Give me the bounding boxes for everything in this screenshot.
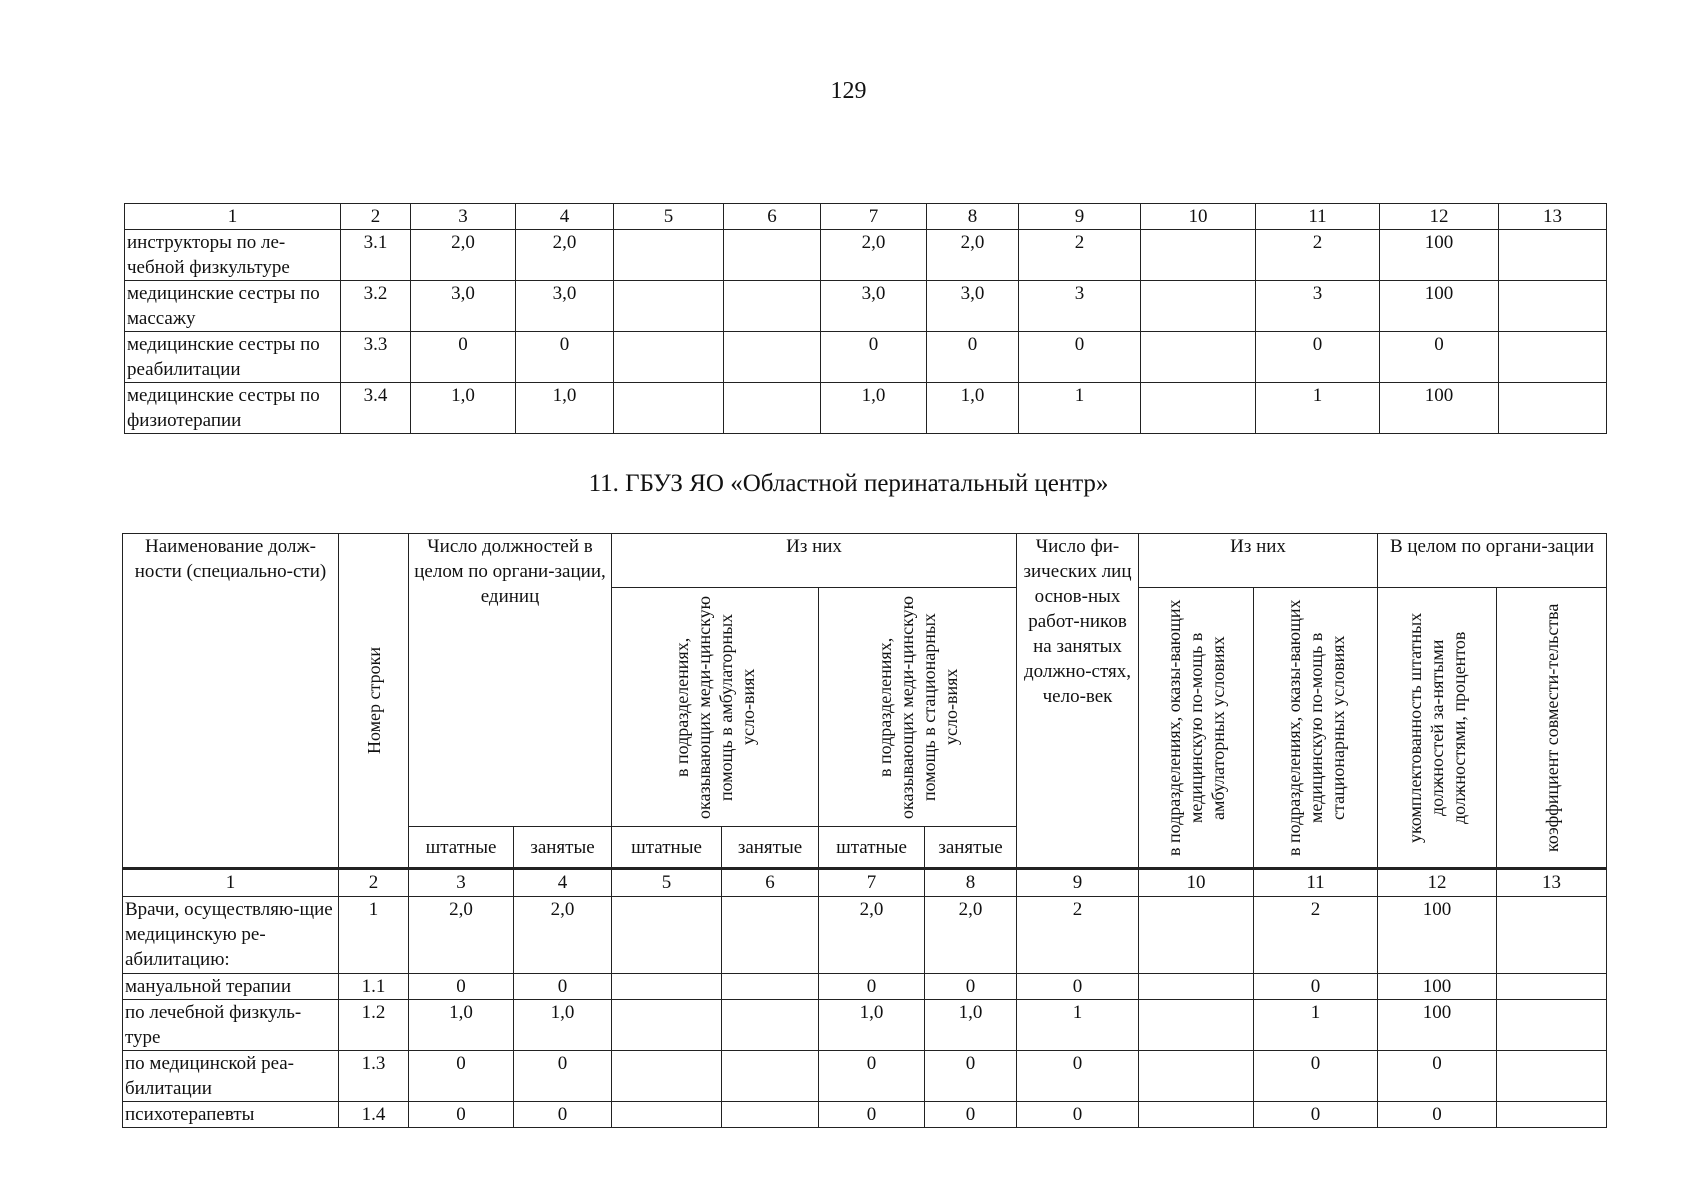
table-cell: 0 — [1017, 974, 1139, 1000]
header-combination-ratio — [1497, 588, 1607, 869]
table-cell: 0 — [1254, 1102, 1378, 1128]
table-cell — [1497, 1000, 1607, 1051]
table-cell — [1141, 383, 1256, 434]
table-cell — [1141, 332, 1256, 383]
table-cell: 1.3 — [339, 1051, 409, 1102]
table-cell: 0 — [1019, 332, 1141, 383]
header-stationary-persons — [1254, 588, 1378, 869]
column-number-row — [125, 204, 1607, 230]
table-cell: 1 — [339, 897, 409, 974]
column-number-cell: 10 — [1139, 869, 1254, 897]
table-cell: 0 — [925, 974, 1017, 1000]
table-cell: 1,0 — [514, 1000, 612, 1051]
table-cell: 0 — [1254, 974, 1378, 1000]
table-cell: 2 — [1256, 230, 1380, 281]
table-cell — [1139, 1102, 1254, 1128]
table-cell — [1499, 383, 1607, 434]
header-of-them-persons: Из них — [1139, 534, 1378, 588]
header-occupied-stationary: занятые — [925, 827, 1017, 869]
table-cell: 1,0 — [925, 1000, 1017, 1051]
table-row — [125, 383, 1607, 434]
table-cell: 2,0 — [409, 897, 514, 974]
table-cell: 2,0 — [819, 897, 925, 974]
position-name-cell: психотерапевты — [123, 1102, 339, 1128]
column-number-cell: 6 — [722, 869, 819, 897]
table-cell — [1141, 230, 1256, 281]
table-cell: 3.4 — [341, 383, 411, 434]
table-cell: 0 — [819, 1051, 925, 1102]
table-cell: 0 — [819, 974, 925, 1000]
continued-staffing-table — [124, 203, 1607, 434]
header-ambulatory-units — [612, 588, 819, 827]
table-cell: 1,0 — [411, 383, 516, 434]
header-ambulatory-persons — [1139, 588, 1254, 869]
column-number-cell: 7 — [819, 869, 925, 897]
table-cell — [724, 332, 821, 383]
table-row — [123, 897, 1607, 974]
table-cell — [614, 230, 724, 281]
table-cell: 3.3 — [341, 332, 411, 383]
table-cell: 1,0 — [819, 1000, 925, 1051]
table-row — [123, 1102, 1607, 1128]
table-cell: 0 — [409, 1102, 514, 1128]
table-cell: 0 — [409, 974, 514, 1000]
table-cell — [722, 1000, 819, 1051]
table-cell: 0 — [821, 332, 927, 383]
table-cell — [1499, 230, 1607, 281]
table-cell: 3 — [1256, 281, 1380, 332]
table-row — [123, 974, 1607, 1000]
column-number-cell: 3 — [409, 869, 514, 897]
table-cell: 1 — [1254, 1000, 1378, 1051]
table-cell: 1.1 — [339, 974, 409, 1000]
position-name-cell: медицинские сестры по реабилитации — [125, 332, 341, 383]
table-cell — [722, 1051, 819, 1102]
table-cell: 100 — [1380, 230, 1499, 281]
table-row — [125, 281, 1607, 332]
header-combination-ratio-text: коэффициент совмести-тельства — [1541, 603, 1562, 852]
table-cell: 0 — [409, 1051, 514, 1102]
table-cell: 1 — [1256, 383, 1380, 434]
position-name-cell: по медицинской реа-билитации — [123, 1051, 339, 1102]
table-cell — [722, 974, 819, 1000]
header-stationary-units-text: в подразделениях, оказывающих меди-цинскую помощь в стационарных усло-виях — [874, 595, 961, 819]
table-cell: 0 — [514, 1051, 612, 1102]
header-staff-total: штатные — [409, 827, 514, 869]
table-cell: 3,0 — [411, 281, 516, 332]
table-cell: 0 — [411, 332, 516, 383]
column-number-cell: 9 — [1017, 869, 1139, 897]
table-cell: 0 — [1378, 1051, 1497, 1102]
column-number-cell: 8 — [927, 204, 1019, 230]
header-stationary-persons-text: в подразделениях, оказы-вающих медицинскую по-мощь в стационарных условиях — [1283, 599, 1348, 856]
position-name-cell: мануальной терапии — [123, 974, 339, 1000]
table-cell: 3.2 — [341, 281, 411, 332]
column-number-cell: 11 — [1254, 869, 1378, 897]
table-cell — [612, 1102, 722, 1128]
position-name-cell: инструкторы по ле-чебной физкультуре — [125, 230, 341, 281]
table-cell — [1499, 332, 1607, 383]
column-number-cell: 10 — [1141, 204, 1256, 230]
column-number-cell: 8 — [925, 869, 1017, 897]
table-cell — [1497, 897, 1607, 974]
header-position-name: Наименование долж-ности (специально-сти) — [123, 534, 339, 869]
header-org-total: В целом по органи-зации — [1378, 534, 1607, 588]
table-cell — [1497, 1102, 1607, 1128]
position-name-cell: по лечебной физкуль-туре — [123, 1000, 339, 1051]
column-number-cell: 1 — [123, 869, 339, 897]
table-cell: 100 — [1378, 897, 1497, 974]
table-cell — [1139, 897, 1254, 974]
header-positions-count: Число должностей в целом по органи-зации, единиц — [409, 534, 612, 827]
table-cell: 0 — [1380, 332, 1499, 383]
column-number-cell: 7 — [821, 204, 927, 230]
column-number-cell: 12 — [1378, 869, 1497, 897]
table-cell: 2,0 — [516, 230, 614, 281]
table-cell: 0 — [1254, 1051, 1378, 1102]
table-cell — [1139, 1051, 1254, 1102]
table-cell — [724, 230, 821, 281]
table-cell: 2,0 — [514, 897, 612, 974]
table-cell: 100 — [1380, 383, 1499, 434]
column-number-cell: 5 — [612, 869, 722, 897]
table-cell — [1499, 281, 1607, 332]
table-row — [123, 1000, 1607, 1051]
column-number-cell: 11 — [1256, 204, 1380, 230]
section-title: 11. ГБУЗ ЯО «Областной перинатальный центр» — [588, 470, 1109, 497]
table-cell: 0 — [1378, 1102, 1497, 1128]
table-cell: 3,0 — [516, 281, 614, 332]
table-cell: 3 — [1019, 281, 1141, 332]
column-number-cell: 4 — [514, 869, 612, 897]
table-cell: 0 — [516, 332, 614, 383]
table-cell: 0 — [927, 332, 1019, 383]
table-cell: 0 — [1017, 1102, 1139, 1128]
table-cell: 1 — [1017, 1000, 1139, 1051]
table-cell: 3,0 — [927, 281, 1019, 332]
column-number-cell: 3 — [411, 204, 516, 230]
table-cell — [722, 1102, 819, 1128]
table-row — [125, 332, 1607, 383]
table-cell: 2,0 — [411, 230, 516, 281]
column-number-cell: 13 — [1499, 204, 1607, 230]
column-number-cell: 4 — [516, 204, 614, 230]
table-cell — [1139, 1000, 1254, 1051]
table-cell: 100 — [1378, 1000, 1497, 1051]
table-cell: 2,0 — [821, 230, 927, 281]
table-cell: 2,0 — [925, 897, 1017, 974]
position-name-cell: Врачи, осуществляю-щие медицинскую ре-абилитацию: — [123, 897, 339, 974]
table-cell: 3.1 — [341, 230, 411, 281]
table-cell — [1497, 1051, 1607, 1102]
table-cell: 2 — [1254, 897, 1378, 974]
table-cell — [612, 897, 722, 974]
table-cell: 0 — [514, 974, 612, 1000]
column-number-cell: 13 — [1497, 869, 1607, 897]
header-staffing-percent — [1378, 588, 1497, 869]
column-number-cell: 12 — [1380, 204, 1499, 230]
table-cell — [1497, 974, 1607, 1000]
header-occupied-total: занятые — [514, 827, 612, 869]
header-row-number — [339, 534, 409, 869]
table-cell: 1.2 — [339, 1000, 409, 1051]
header-staffing-percent-text: укомплектованность штатных должностей за-нятыми должностями, процентов — [1405, 612, 1470, 843]
table-cell — [724, 281, 821, 332]
table-cell: 2 — [1019, 230, 1141, 281]
table-cell — [724, 383, 821, 434]
header-row-number-text: Номер строки — [363, 647, 384, 754]
column-number-row — [123, 869, 1607, 897]
column-number-cell: 6 — [724, 204, 821, 230]
table-cell: 100 — [1380, 281, 1499, 332]
table-cell — [614, 281, 724, 332]
table-cell — [1139, 974, 1254, 1000]
table-cell: 1.4 — [339, 1102, 409, 1128]
table-cell: 1,0 — [927, 383, 1019, 434]
header-of-them-positions: Из них — [612, 534, 1017, 588]
table-cell: 3,0 — [821, 281, 927, 332]
column-number-cell: 2 — [339, 869, 409, 897]
table-cell: 1,0 — [821, 383, 927, 434]
header-occupied-ambulatory: занятые — [722, 827, 819, 869]
table-cell: 0 — [925, 1051, 1017, 1102]
table-cell — [612, 1051, 722, 1102]
header-staff-stationary: штатные — [819, 827, 925, 869]
table-cell — [614, 332, 724, 383]
position-name-cell: медицинские сестры по массажу — [125, 281, 341, 332]
header-ambulatory-persons-text: в подразделениях, оказы-вающих медицинскую по-мощь в амбулаторных условиях — [1164, 599, 1229, 856]
table-cell: 2,0 — [927, 230, 1019, 281]
table-cell: 0 — [925, 1102, 1017, 1128]
table-row — [125, 230, 1607, 281]
table-cell — [722, 897, 819, 974]
column-number-cell: 1 — [125, 204, 341, 230]
table-cell: 0 — [819, 1102, 925, 1128]
page-number: 129 — [830, 78, 867, 104]
table-cell: 1 — [1019, 383, 1141, 434]
header-stationary-units — [819, 588, 1017, 827]
table-cell: 2 — [1017, 897, 1139, 974]
header-staff-ambulatory: штатные — [612, 827, 722, 869]
column-number-cell: 2 — [341, 204, 411, 230]
table-row — [123, 1051, 1607, 1102]
table-cell — [1141, 281, 1256, 332]
table-cell: 1,0 — [516, 383, 614, 434]
table-cell: 0 — [514, 1102, 612, 1128]
header-physical-persons: Число фи-зических лиц основ-ных работ-ников на занятых должно-стях, чело-век — [1017, 534, 1139, 869]
table-cell — [612, 1000, 722, 1051]
table-cell: 100 — [1378, 974, 1497, 1000]
column-number-cell: 9 — [1019, 204, 1141, 230]
perinatal-center-staffing-table — [122, 533, 1607, 1128]
column-number-cell: 5 — [614, 204, 724, 230]
table-cell — [612, 974, 722, 1000]
position-name-cell: медицинские сестры по физиотерапии — [125, 383, 341, 434]
table-cell: 0 — [1256, 332, 1380, 383]
table-cell: 1,0 — [409, 1000, 514, 1051]
table-cell: 0 — [1017, 1051, 1139, 1102]
table-cell — [614, 383, 724, 434]
header-ambulatory-units-text: в подразделениях, оказывающих меди-цинскую помощь в амбулаторных усло-виях — [672, 595, 759, 819]
